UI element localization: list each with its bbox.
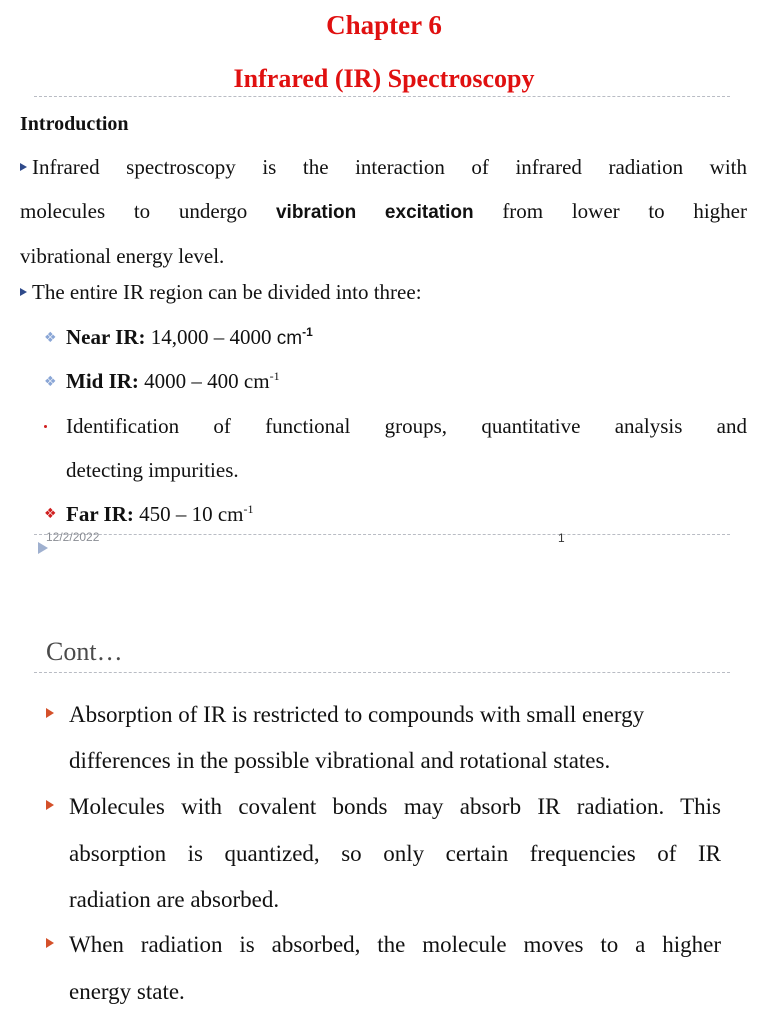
slide-title: Infrared (IR) Spectroscopy <box>233 64 535 93</box>
bullet-triangle-icon <box>20 288 27 296</box>
mid-ir-range: 4000 – 400 cm <box>144 369 270 393</box>
bullet-triangle-icon <box>46 800 54 810</box>
p1-line2 <box>20 200 747 224</box>
intro-heading: Introduction <box>20 113 129 135</box>
p1-line2-post: from lower to higher <box>502 199 747 223</box>
slide-2-title: Cont… <box>46 637 123 666</box>
bullet2-line2: absorption is quantized, so only certain frequencies of IR <box>69 841 721 866</box>
mid-ir-label: Mid IR: <box>66 369 139 393</box>
mid-ir-item <box>66 370 280 392</box>
near-ir-range: 14,000 – 4000 <box>150 325 272 349</box>
bullet3-line2: energy state. <box>69 979 185 1004</box>
bullet1-line2: differences in the possible vibrational and rotational states. <box>69 748 611 773</box>
bullet-triangle-icon <box>46 708 54 718</box>
p1-line1: Infrared spectroscopy is the interaction of infrared radiation with <box>32 155 747 179</box>
bullet2-line1: Molecules with covalent bonds may absorb IR radiation. This <box>69 794 721 819</box>
slide-2-title-divider <box>34 672 730 673</box>
footer-divider <box>34 534 730 535</box>
title-divider <box>34 96 730 97</box>
bullet3-line1: When radiation is absorbed, the molecule moves to a higher <box>69 932 721 957</box>
bullet-triangle-icon <box>20 163 27 171</box>
page-number: 1 <box>558 531 565 545</box>
far-ir-exp: -1 <box>243 502 254 516</box>
diamond-bullet-icon: ❖ <box>44 506 57 522</box>
far-ir-range: 450 – 10 cm <box>139 502 244 526</box>
footer-date: 12/2/2022 <box>46 530 100 544</box>
footer-triangle-icon <box>38 542 48 554</box>
far-ir-item <box>66 503 254 525</box>
mid-ir-exp: -1 <box>269 369 280 383</box>
dot-bullet-icon <box>44 425 47 428</box>
far-ir-label: Far IR: <box>66 502 134 526</box>
diamond-bullet-icon: ❖ <box>44 330 57 346</box>
p1-bold-term: vibration excitation <box>275 202 474 223</box>
near-ir-label: Near IR: <box>66 325 146 349</box>
mid-ir-note-line2: detecting impurities. <box>66 458 239 482</box>
near-ir-item <box>66 326 313 350</box>
p2-text: The entire IR region can be divided into three: <box>32 280 422 304</box>
diamond-bullet-icon: ❖ <box>44 374 57 390</box>
near-ir-exp: -1 <box>302 325 313 339</box>
bullet1-line1: Absorption of IR is restricted to compounds with small energy <box>69 702 645 727</box>
near-ir-unit: cm <box>276 328 303 349</box>
bullet2-line3: radiation are absorbed. <box>69 887 280 912</box>
bullet-triangle-icon <box>46 938 54 948</box>
p1-line3: vibrational energy level. <box>20 244 225 268</box>
chapter-title: Chapter 6 <box>326 10 442 40</box>
mid-ir-note-line1: Identification of functional groups, quantitative analysis and <box>66 414 747 438</box>
p1-line2-pre: molecules to undergo <box>20 199 248 223</box>
